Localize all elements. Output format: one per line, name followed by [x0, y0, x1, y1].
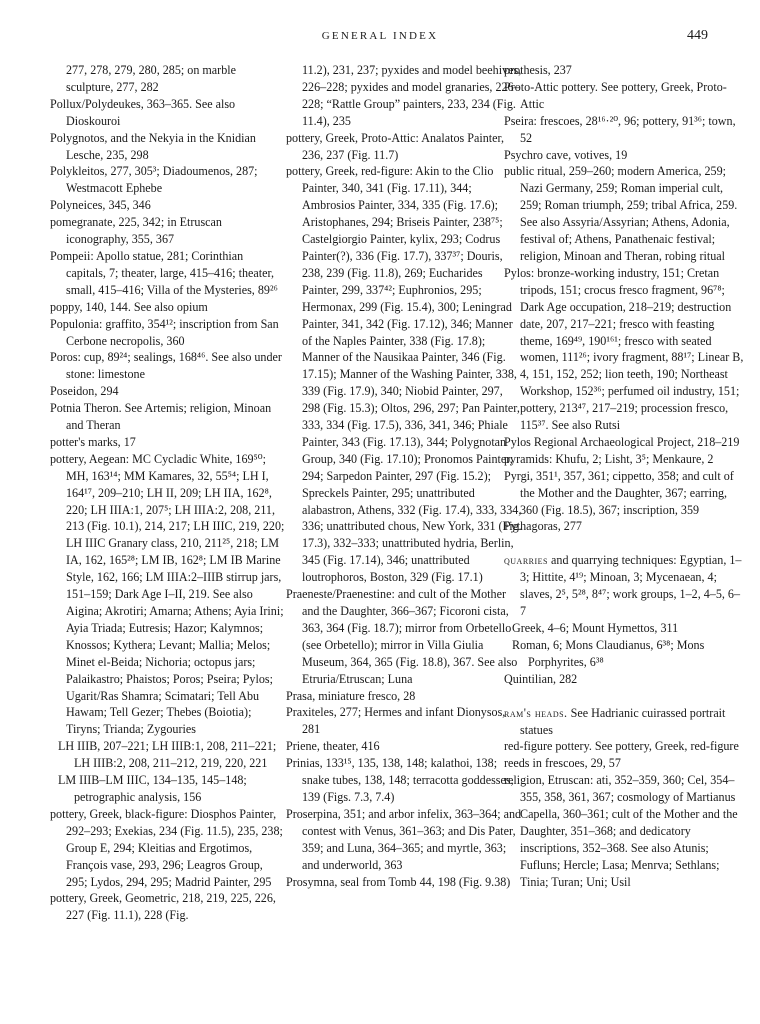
index-entry: reeds in frescoes, 29, 57	[504, 756, 621, 771]
index-entry: Polygnotos, and the Nekyia in the Knidian Lesche, 235, 298	[50, 130, 256, 162]
index-column-right	[504, 62, 744, 891]
index-entry: public ritual, 259–260; modern America, 259; Nazi Germany, 259; Roman imperial cult, 259; Roman triumph, 259; tribal Africa, 259. See also Assyria/Assyrian; Athens, Adonia, festival of; Athens, Panathenaic festival; religion, Minoan and Theran, robing ritual	[504, 164, 738, 263]
index-entry: Poros: cup, 89²⁴; sealings, 168⁴⁶. See also under stone: limestone	[50, 350, 282, 382]
index-entry: Pythagoras, 277	[504, 519, 582, 534]
letter-group-lead: quarries	[504, 553, 549, 568]
index-entry: pottery, Greek, red-figure: Akin to the Clio Painter, 340, 341 (Fig. 17.11), 344; Ambrosios Painter, 334, 335 (Fig. 17.6); Aristophanes, 294; Briseis Painter, 238⁷⁵; Castelgiorgio Painter, kylix, 293; Codrus Painter(?), 336 (Fig. 17.7), 337³⁷; Douris, 238, 239 (Fig. 11.8), 269; Eucharides Painter, 299, 337⁴²; Euphronios, 295; Hermonax, 299 (Fig. 15.4), 300; Leningrad Painter, 341, 342 (Fig. 17.12), 346; Manner of the Naples Painter, 338 (Fig. 17.8); Manner of the Nausikaa Painter, 346 (Fig. 17.15); Manner of the Washing Painter, 338, 339 (Fig. 17.9), 340; Niobid Painter, 297, 298 (Fig. 15.3); Oltos, 296, 297; Pan Painter, 333, 334 (Fig. 17.5), 336, 341, 346; Phiale Painter, 343 (Fig. 17.13), 344; Polygnotan Group, 340 (Fig. 17.10); Pronomos Painter, 294; Sarpedon Painter, 297 (Fig. 15.2); Spreckels Painter, 295; unattributed alabastron, Athens, 332 (Fig. 17.4), 333, 334, 336; unattributed chous, New York, 331 (Fig. 17.3), 332–333; unattributed hydria, Berlin, 345 (Fig. 17.14), 346; unattributed loutrophoros, Boston, 329 (Fig. 17.1)	[286, 164, 522, 585]
index-entry: 11.2), 231, 237; pyxides and model beehives, 226–228; pyxides and model granaries, 226–228; “Rattle Group” painters, 233, 234 (Fig. 11.4), 235	[302, 63, 522, 128]
index-entry: religion, Etruscan: ati, 352–359, 360; Cel, 354–355, 358, 361, 367; cosmology of Martianus Capella, 360–361; cult of the Mother and the Daughter, 351–368; and dedicatory inscriptions, 352–368. See also Atunis; Fufluns; Hercle; Lasa; Menrva; Sethlans; Tinia; Turan; Uni; Usil	[504, 773, 738, 889]
index-entry: quarries and quarrying techniques: Egyptian, 1–3; Hittite, 4¹⁹; Minoan, 3; Mycenaean, 4; slaves, 2⁵, 5²⁸, 8⁴⁷; work groups, 1–2, 4–5, 6–7	[504, 553, 742, 619]
index-entry: Populonia: graffito, 354¹²; inscription from San Cerbone necropolis, 360	[50, 316, 279, 348]
index-entry: Polykleitos, 277, 305³; Diadoumenos, 287; Westmacott Ephebe	[50, 164, 258, 196]
index-entry: Pollux/Polydeukes, 363–365. See also Dioskouroi	[50, 96, 236, 128]
index-entry: Praeneste/Praenestine: and cult of the Mother and the Daughter, 366–367; Ficoroni cista, 363, 364 (Fig. 18.7); mirror from Orbetello (see Orbetello); mirror in Villa Giulia Museum, 364, 365 (Fig. 18.8), 367. See also Etruria/Etruscan; Luna	[286, 587, 518, 686]
letter-group-gap	[504, 688, 744, 705]
index-entry: pottery, Aegean: MC Cycladic White, 169⁵⁰; MH, 163¹⁴; MM Kamares, 32, 55⁵⁴; LH I, 164¹⁷, 209–210; LH II, 209; LH IIA, 162⁸, 220; LH IIIA:1, 207⁵; LH IIIA:2, 208, 211, 213 (Fig. 10.1), 214, 217; LH IIIC, 219, 220; LH IIIC Granary class, 210, 211²⁵, 218; LM IA, 162, 165²⁸; LM IB, 162⁸; LM IB Marine Style, 162, 166; LM IIIA:2–IIIB stirrup jars, 151–159; Dark Age I–II, 219. See also Aigina; Akrotiri; Amarna; Athens; Ayia Irini; Ayia Triada; Eutresis; Hazor; Kalymnos; Knossos; Kythera; Levant; Mallia; Melos; Minet el-Beida; Nichoria; octopus jars; Palaikastro; Phaistos; Poros; Pseira; Pylos; Ugarit/Ras Shamra; Scimatari; Tell Abu Hawam; Tell Gezer; Thebes (Boiotia); Tiryns; Trianda; Zygouries	[50, 451, 285, 737]
index-entry: ram's heads. See Hadrianic cuirassed portrait statues	[504, 705, 726, 737]
page-number: 449	[687, 28, 708, 43]
index-entry: Pylos Regional Archaeological Project, 218–219	[504, 434, 740, 449]
index-entry: 277, 278, 279, 280, 285; on marble sculpture, 277, 282	[66, 63, 236, 94]
index-entry: potter's marks, 17	[50, 434, 136, 449]
index-entry: Prinias, 133¹⁵, 135, 138, 148; kalathoi, 138; snake tubes, 138, 148; terracotta goddesses, 139 (Figs. 7.3, 7.4)	[286, 756, 514, 804]
index-entry: Pompeii: Apollo statue, 281; Corinthian capitals, 7; theater, large, 415–416; theater, small, 415–416; Villa of the Mysteries, 89²⁶	[50, 248, 278, 297]
letter-group-lead: ram's heads.	[504, 705, 568, 720]
index-entry: Psychro cave, votives, 19	[504, 147, 628, 162]
index-entry: Poseidon, 294	[50, 384, 119, 399]
letter-group-gap	[504, 535, 744, 552]
index-entry: Praxiteles, 277; Hermes and infant Dionysos, 281	[286, 705, 506, 737]
index-entry: LH IIIB, 207–221; LH IIIB:1, 208, 211–221; LH IIIB:2, 208, 211–212, 219, 220, 221	[58, 739, 277, 771]
index-column-middle	[286, 62, 522, 890]
index-entry: pottery, Greek, Proto-Attic: Analatos Painter, 236, 237 (Fig. 11.7)	[286, 130, 505, 162]
index-entry: Greek, 4–6; Mount Hymettos, 311	[512, 621, 679, 635]
index-entry: prothesis, 237	[504, 63, 572, 77]
index-entry: Polyneices, 345, 346	[50, 198, 151, 213]
index-entry: pottery, Greek, Geometric, 218, 219, 225, 226, 227 (Fig. 11.1), 228 (Fig.	[50, 891, 276, 923]
index-entry: Roman, 6; Mons Claudianus, 6³⁸; Mons Porphyrites, 6³⁸	[512, 637, 705, 669]
index-entry: Quintilian, 282	[504, 671, 578, 686]
index-entry: Prasa, miniature fresco, 28	[286, 688, 416, 703]
index-entry: Proto-Attic pottery. See pottery, Greek, Proto-Attic	[504, 79, 727, 111]
index-entry: poppy, 140, 144. See also opium	[50, 299, 208, 314]
index-entry: Priene, theater, 416	[286, 739, 380, 754]
index-entry: LM IIIB–LM IIIC, 134–135, 145–148; petrographic analysis, 156	[58, 773, 247, 804]
index-entry: Pyrgi, 351¹, 357, 361; cippetto, 358; and cult of the Mother and the Daughter, 367; earring, 360 (Fig. 18.5), 367; inscription, 359	[504, 468, 734, 517]
index-entry: Prosymna, seal from Tomb 44, 198 (Fig. 9.38)	[286, 874, 511, 889]
running-title: GENERAL INDEX	[321, 30, 439, 42]
index-entry: Potnia Theron. See Artemis; religion, Minoan and Theran	[50, 401, 272, 433]
index-entry: pyramids: Khufu, 2; Lisht, 3⁵; Menkaure, 2	[504, 451, 714, 466]
index-entry: pottery, Greek, black-figure: Diosphos Painter, 292–293; Exekias, 234 (Fig. 11.5), 235, 238; Group E, 294; Kleitias and Ergotimos, François vase, 293, 296; Leagros Group, 295; Lydos, 294, 295; Madrid Painter, 295	[50, 806, 283, 889]
index-entry: Pseira: frescoes, 28¹⁶·²⁰, 96; pottery, 91³⁶; town, 52	[504, 113, 736, 145]
index-entry: Proserpina, 351; and arbor infelix, 363–364; and contest with Venus, 361–363; and Dis Pater, 359; and Luna, 364–365; and myrtle, 363; and underworld, 363	[286, 806, 522, 872]
page-header	[0, 28, 760, 52]
index-entry: red-figure pottery. See pottery, Greek, red-figure	[504, 739, 739, 754]
index-column-left	[50, 62, 286, 924]
index-entry: pomegranate, 225, 342; in Etruscan iconography, 355, 367	[50, 215, 222, 247]
index-entry: Pylos: bronze-working industry, 151; Cretan tripods, 151; crocus fresco fragment, 96⁷⁸; Dark Age occupation, 218–219; destruction date, 207, 217–221; fresco with feasting theme, 169⁴⁹, 190¹⁶¹; fresco with seated women, 111²⁶; ivory fragment, 88¹⁷; Linear B, 4, 151, 152, 252; lion teeth, 190; Northeast Workshop, 152³⁶; perfumed oil industry, 151; pottery, 213⁴⁷, 217–219; procession fresco, 115³⁷. See also Rutsi	[504, 265, 744, 433]
